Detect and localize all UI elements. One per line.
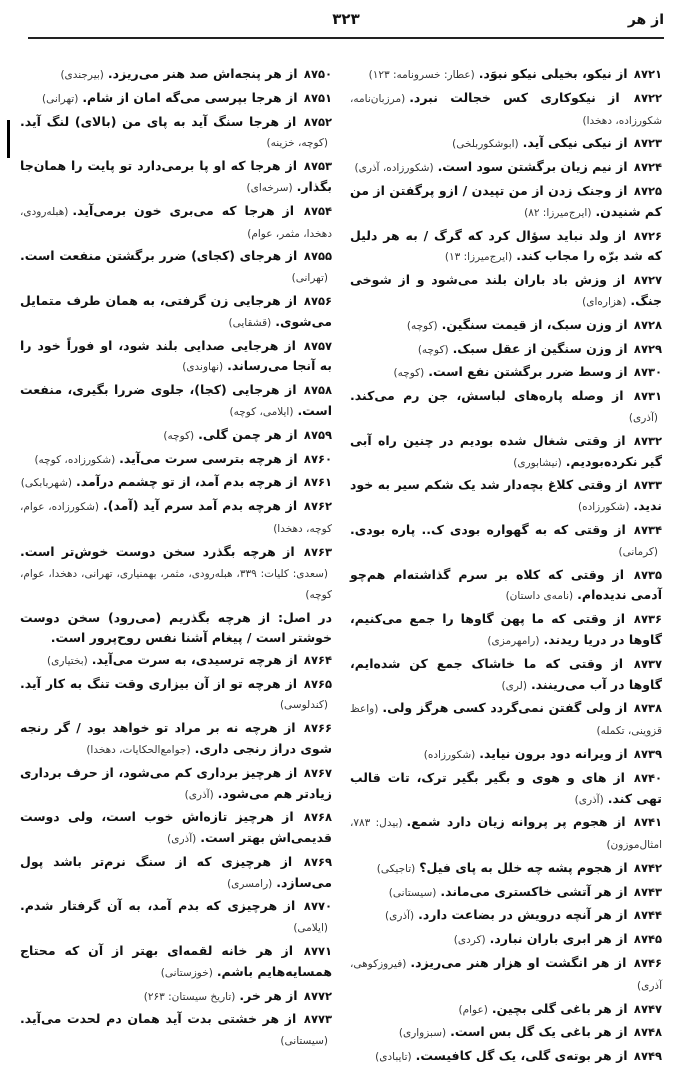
source-citation: (خوزستانی) (160, 966, 213, 979)
proverb-text: از ولی گفتن نمی‌گردد کسی هرگز ولی. (382, 700, 632, 716)
proverb-text: از هر چمن گلی. (198, 426, 302, 442)
source-citation: (واعظ قزوینی، تکمله) (350, 703, 662, 738)
proverb-text: از هرجایی صدایی بلند شود، او فوراً خود را به آنجا می‌رساند. (20, 337, 332, 374)
entry-number: ۸۷۳۰ (633, 365, 662, 380)
proverb-entry (20, 986, 332, 1008)
left-column (20, 64, 332, 1054)
source-citation: (ایلامی، کوچه) (229, 405, 294, 418)
entry-number: ۸۷۷۳ (303, 1012, 332, 1027)
entry-number: ۸۷۷۱ (303, 944, 332, 959)
proverb-text: از هجوم پر پروانه زیان دارد شمع. (406, 814, 632, 830)
proverb-text: از هر خر. (239, 987, 302, 1003)
proverb-text: از هرجایی زن گرفتی، به همان طرف متمایل می‌شوی. (20, 292, 332, 329)
proverb-entry (20, 941, 332, 984)
entry-number: ۸۷۶۳ (303, 544, 332, 559)
proverb-entry (350, 64, 662, 86)
source-citation: (بختیاری) (47, 654, 88, 667)
entry-number: ۸۷۶۱ (303, 475, 332, 490)
proverb-entry (350, 953, 662, 997)
entry-number: ۸۷۵۰ (303, 67, 332, 81)
proverb-entry (350, 858, 662, 880)
source-citation: (ایلامی) (293, 922, 328, 935)
entry-number: ۸۷۶۹ (303, 854, 332, 869)
entry-number: ۸۷۲۹ (633, 341, 662, 356)
proverb-entry (20, 542, 332, 606)
proverb-text: از هجوم پشه چه خلل به پای فیل؟ (419, 859, 632, 875)
proverb-text: از نیکی نیکی آید. (522, 135, 632, 151)
entry-number: ۸۷۴۶ (633, 956, 662, 971)
entry-number: ۸۷۵۲ (303, 114, 332, 129)
entry-number: ۸۷۵۹ (303, 427, 332, 442)
source-citation: (کوچه، خزینه) (266, 137, 328, 150)
source-citation: (کرمانی) (618, 545, 658, 558)
proverb-entry (350, 88, 662, 132)
source-citation: (جوامع‌الحکایات، دهخدا) (86, 743, 191, 756)
proverb-text: از نیم زیان برگشتن سود است. (437, 159, 632, 175)
proverb-entry (20, 896, 332, 939)
proverb-entry (350, 882, 662, 904)
source-citation: (آذری) (385, 910, 415, 923)
proverb-text: از هر ابری باران نبارد. (489, 931, 632, 947)
source-citation: (سرخه‌ای) (246, 181, 293, 194)
proverb-text: از وقتی شغال شده بودیم در چنین راه آبی گیر نکرده‌بودیم. (350, 432, 662, 469)
entry-number: ۸۷۶۶ (303, 721, 332, 736)
source-citation: (تهرانی) (291, 272, 328, 285)
proverb-text: از وقتی که کلاه بر سرم گذاشته‌ام هم‌چو آدمی ندیده‌ام. (350, 566, 662, 603)
entry-number: ۸۷۳۶ (633, 612, 662, 627)
proverb-text: از هرجا بپرسی می‌گه امان از شام. (82, 89, 302, 105)
source-citation: (رامهرمزی) (487, 634, 540, 647)
proverb-entry (350, 339, 662, 361)
right-column (350, 64, 662, 1070)
proverb-text: از وصله پاره‌های لباسش، جن رم می‌کند. (350, 388, 632, 404)
proverb-entry (350, 905, 662, 927)
proverb-entry (350, 999, 662, 1021)
source-citation: (مرزبان‌نامه، شکورزاده، دهخدا) (350, 92, 662, 127)
proverb-entry (350, 654, 662, 697)
source-citation: (کوچه) (393, 367, 425, 380)
proverb-text: از نیکوکاری کس خجالت نبرد. (409, 89, 632, 105)
source-citation: (کندلوسی) (279, 699, 328, 712)
source-citation: (سعدی: کلیات: ۳۳۹، هبله‌رودی، مثمر، بهمنیاری، تهرانی، دهخدا، عوام، کوچه) (20, 567, 332, 602)
entry-number: ۸۷۵۵ (303, 249, 332, 264)
proverb-text: از هرچه بدم آمد، از تو چشمم درآمد. (76, 474, 302, 490)
entry-number: ۸۷۶۰ (303, 451, 332, 466)
source-citation: (آذری) (628, 411, 658, 424)
source-citation: (سیستانی) (280, 1035, 328, 1048)
proverb-entry (350, 270, 662, 313)
proverb-entry (20, 472, 332, 494)
proverb-entry (350, 812, 662, 856)
entry-number: ۸۷۴۱ (633, 815, 662, 830)
proverb-entry (350, 929, 662, 951)
source-citation: (شکورزاده، کوچه) (34, 453, 116, 466)
proverb-entry (20, 449, 332, 471)
proverb-text: از هر انگشت او هزار هنر می‌ریزد. (410, 955, 632, 971)
margin-mark (7, 120, 10, 158)
proverb-text: از وقتی که ما خاشاک جمع کن شده‌ایم، گاوها در آب می‌رینند. (350, 655, 662, 692)
running-head: از هر (627, 12, 664, 28)
proverb-text: از وجنک زدن از من تپیدن / ازو پرگفتن از من کم شنیدن. (350, 182, 662, 219)
proverb-entry (350, 565, 662, 608)
entry-number: ۸۷۶۲ (303, 499, 332, 514)
proverb-entry (20, 425, 332, 447)
proverb-entry (350, 157, 662, 179)
source-citation: (آذری) (574, 793, 604, 806)
proverb-text: از هرچه بگذرد سخن دوست خوش‌تر است. (20, 543, 302, 559)
proverb-entry (20, 156, 332, 199)
entry-number: ۸۷۲۶ (633, 228, 662, 243)
proverb-text: از هرچه ترسیدی، به سرت می‌آید. (91, 651, 302, 667)
entry-number: ۸۷۳۷ (633, 656, 662, 671)
source-citation: (قشقایی) (228, 316, 272, 329)
proverb-entry (20, 336, 332, 379)
entry-number: ۸۷۵۷ (303, 338, 332, 353)
entry-number: ۸۷۵۶ (303, 293, 332, 308)
note-text: در اصل: از هرچه بگذریم (می‌رود) سخن دوست خوشتر است / پیغام آشنا نفس روح‌پرور است. (20, 610, 332, 645)
entry-number: ۸۷۲۳ (633, 136, 662, 151)
source-citation: (شکورزاده، آذری) (354, 162, 434, 175)
proverb-entry (350, 133, 662, 155)
proverb-text: از هرچه تو از آن بیزاری وقت تنگ به کار آید. (20, 675, 302, 691)
source-citation: (تایبادی) (375, 1051, 412, 1064)
source-citation: (تاریخ سیستان: ۲۶۳) (143, 990, 236, 1003)
entry-number: ۸۷۲۲ (633, 90, 662, 105)
source-citation: (کوچه) (406, 319, 438, 332)
entry-number: ۸۷۲۷ (633, 273, 662, 288)
entry-number: ۸۷۳۱ (633, 389, 662, 404)
page-header (28, 10, 664, 32)
proverb-text: از های و هوی و بگیر بگیر ترک، تات قالب تهی کند. (350, 769, 662, 806)
entry-number: ۸۷۲۵ (633, 183, 662, 198)
proverb-text: از هرچه نه بر مراد تو خواهد بود / گر رنجه شوی دراز رنجی داری. (20, 720, 332, 756)
entry-number: ۸۷۷۰ (303, 899, 332, 914)
entry-number: ۸۷۲۴ (633, 160, 662, 175)
entry-number: ۸۷۲۱ (633, 67, 662, 81)
proverb-entry (20, 718, 332, 761)
entry-number: ۸۷۳۴ (633, 522, 662, 537)
source-citation: (تاجیکی) (376, 862, 416, 875)
source-citation: (شهربابکی) (20, 477, 72, 490)
proverb-text: از هر باغی یک گل بس است. (450, 1024, 632, 1040)
proverb-text: از هر خانه لقمه‌ای بهتر از آن که محتاج همسایه‌هایم باشم. (20, 943, 332, 979)
source-citation: (آذری) (167, 833, 197, 846)
proverb-entry (20, 291, 332, 334)
entry-number: ۸۷۳۲ (633, 433, 662, 448)
entry-number: ۸۷۵۳ (303, 159, 332, 174)
proverb-entry (350, 181, 662, 224)
proverb-text: از وزش باد باران بلند می‌شود و از شوخی جنگ. (350, 272, 662, 308)
proverb-text: از هر آنچه درویش در بضاعت دارد. (418, 907, 632, 923)
source-citation: (نهاوندی) (182, 361, 224, 374)
proverb-text: از ویرانه دود برون نیاید. (479, 745, 632, 761)
source-citation: (عطار: خسرونامه: ۱۲۳) (368, 69, 475, 81)
proverb-entry (20, 380, 332, 423)
source-citation: (آذری) (184, 788, 214, 801)
proverb-entry (350, 315, 662, 337)
proverb-entry (350, 386, 662, 429)
proverb-entry (350, 698, 662, 742)
proverb-entry (350, 362, 662, 384)
entry-number: ۸۷۴۵ (633, 932, 662, 947)
proverb-text: از هرجایی (کجا)، جلوی ضررا بگیری، منفعت است. (20, 382, 332, 418)
source-citation: (بیدل: ۷۸۳، امثال‌موزون) (350, 817, 662, 852)
source-citation: (شکورزاده) (577, 501, 630, 514)
source-citation: (هبله‌رودی، دهخدا، مثمر، عوام) (20, 205, 332, 240)
source-citation: (کردی) (453, 934, 486, 947)
entry-number: ۸۷۳۳ (633, 478, 662, 493)
source-citation: (ایرج‌میرزا: ۸۲) (524, 206, 592, 219)
proverb-text: از ولد نباید سؤال کرد که گرگ / به هر دلیل که شد برّه را مجاب کند. (350, 227, 662, 264)
entry-number: ۸۷۴۳ (633, 884, 662, 899)
proverb-entry (20, 763, 332, 806)
proverb-entry (20, 88, 332, 110)
proverb-entry (350, 1022, 662, 1044)
proverb-text: از وسط ضرر برگشتن نفع است. (428, 364, 632, 380)
proverb-text: از هرجا که می‌بری خون برمی‌آید. (72, 202, 302, 218)
entry-number: ۸۷۴۰ (633, 770, 662, 785)
source-citation: (شکورزاده) (423, 748, 476, 761)
source-citation: (شکورزاده، عوام، کوچه، دهخدا) (20, 501, 332, 535)
proverb-entry (20, 674, 332, 717)
proverb-entry (20, 807, 332, 850)
source-citation: (کوچه) (417, 343, 449, 356)
proverb-text: از وزن سبک، از قیمت سنگین. (441, 316, 632, 332)
entry-number: ۸۷۵۱ (303, 90, 332, 105)
proverb-text: از نیکو، بخیلی نیکو نبوَد. (478, 66, 632, 81)
proverb-entry (350, 226, 662, 269)
entry-number: ۸۷۴۷ (633, 1001, 662, 1016)
entry-number: ۸۷۳۹ (633, 746, 662, 761)
entry-number: ۸۷۶۷ (303, 765, 332, 780)
source-citation: (بیرجندی) (60, 69, 104, 81)
entry-number: ۸۷۳۸ (633, 701, 662, 716)
entry-number: ۸۷۴۴ (633, 908, 662, 923)
proverb-entry (20, 201, 332, 245)
entry-number: ۸۷۵۸ (303, 383, 332, 398)
proverb-text: از هر بوته‌ی گلی، یک گل کافیست. (415, 1048, 632, 1064)
proverb-text: از هرجای (کجای) ضرر برگشتن منفعت است. (20, 248, 302, 264)
proverb-entry (350, 1046, 662, 1068)
proverb-entry (350, 475, 662, 518)
source-citation: (عوام) (458, 1003, 488, 1016)
proverb-text: از هرچیز برداری کم می‌شود، از حرف برداری زیادتر هم می‌شود. (20, 764, 332, 801)
source-citation: (ابوشکوربلخی) (452, 138, 519, 151)
proverb-text: از وزن سنگین از عقل سبک. (452, 340, 632, 356)
proverb-entry (20, 650, 332, 672)
source-citation: (سبزواری) (398, 1027, 447, 1040)
source-citation: (تهرانی) (41, 92, 79, 105)
proverb-entry (20, 246, 332, 289)
proverb-entry (20, 496, 332, 540)
source-citation: (نیشابوری) (513, 456, 562, 469)
entry-number: ۸۷۶۴ (303, 652, 332, 667)
source-citation: (سیستانی) (388, 886, 437, 899)
entry-number: ۸۷۶۵ (303, 676, 332, 691)
proverb-text: از هرجا سنگ آید به پای من (بالای) لنگ آید. (20, 113, 302, 129)
proverb-note (20, 608, 332, 648)
source-citation: (هزاره‌ای) (582, 295, 627, 308)
entry-number: ۸۷۴۸ (633, 1025, 662, 1040)
proverb-text: از هرچه بترسی سرت می‌آید. (119, 450, 302, 466)
proverb-text: از هرچه بدم آمد سرم آید (آمد). (102, 498, 302, 514)
source-citation: (فیروزکوهی، آذری) (350, 958, 662, 992)
proverb-text: از وقتی کلاغ بچه‌دار شد یک شکم سیر به خود ندید. (350, 477, 662, 514)
entry-number: ۸۷۷۲ (303, 988, 332, 1003)
source-citation: (نامه‌ی داستان) (505, 590, 574, 603)
proverb-entry (350, 520, 662, 563)
proverb-text: از هر خشتی بدت آید همان دم لحدت می‌آید. (20, 1011, 302, 1027)
proverb-text: از هرچیزی که بدم آمد، به آن گرفتار شدم. (20, 898, 302, 914)
entry-number: ۸۷۴۲ (633, 860, 662, 875)
proverb-entry (350, 744, 662, 766)
proverb-entry (20, 112, 332, 155)
proverb-text: از هرجا که او پا برمی‌دارد تو پایت را همان‌جا بگذار. (20, 158, 332, 194)
source-citation: (لری) (501, 679, 527, 692)
proverb-text: از هرچیز تازه‌اش خوب است، ولی دوست قدیمی‌اش بهتر است. (20, 809, 332, 846)
source-citation: (رامسری) (227, 877, 273, 890)
entry-number: ۸۷۶۸ (303, 810, 332, 825)
source-citation: (ایرج‌میرزا: ۱۳) (444, 251, 513, 264)
proverb-entry (20, 852, 332, 895)
entry-number: ۸۷۲۸ (633, 317, 662, 332)
proverb-entry (350, 768, 662, 811)
proverb-text: از وقتی که ما پهن گاوها را جمع می‌کنیم، گاوها در دریا ریدند. (350, 611, 662, 647)
proverb-text: از هر آتشی خاکستری می‌ماند. (440, 883, 632, 899)
source-citation: (کوچه) (163, 429, 195, 442)
proverb-text: از هر پنجه‌اش صد هنر می‌ریزد. (107, 66, 302, 81)
entry-number: ۸۷۴۹ (633, 1049, 662, 1064)
entry-number: ۸۷۳۵ (633, 567, 662, 582)
proverb-text: از هر باغی گلی بچین. (491, 1000, 632, 1016)
proverb-entry (350, 431, 662, 474)
proverb-entry (350, 609, 662, 652)
proverb-text: از هرچیزی که از سنگ نرم‌تر باشد پول می‌سازد. (20, 853, 332, 890)
proverb-entry (20, 1009, 332, 1052)
entry-number: ۸۷۵۴ (303, 203, 332, 218)
page-number: ۳۲۳ (332, 10, 360, 28)
proverb-text: از وقتی که به گهواره بودی ک.. پاره بودی. (350, 521, 632, 537)
header-rule (28, 37, 664, 39)
proverb-entry (20, 64, 332, 86)
